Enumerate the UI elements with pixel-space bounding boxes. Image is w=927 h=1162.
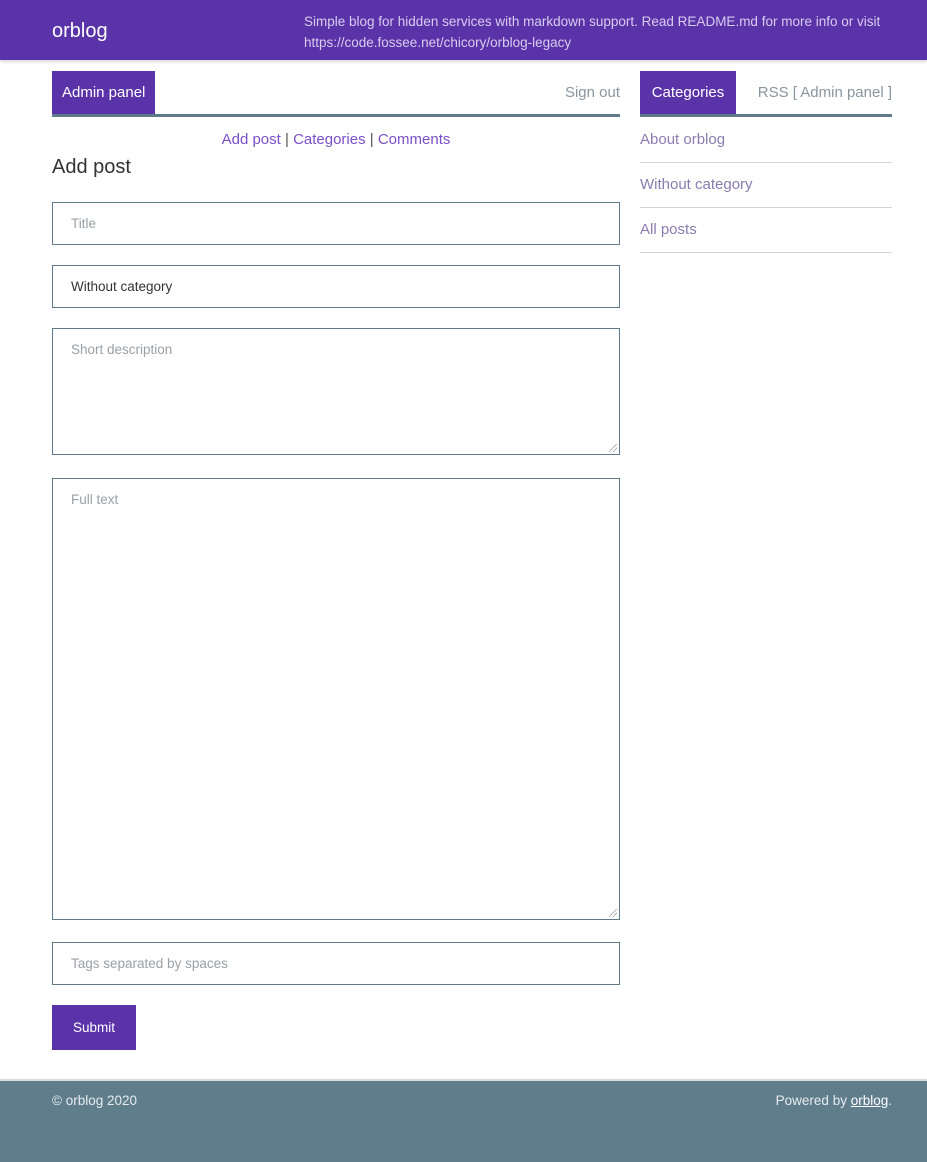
subnav-add-post-link[interactable]: Add post [221,131,281,148]
short-description-textarea[interactable] [52,328,620,455]
site-brand[interactable]: orblog [52,20,108,42]
footer-powered-by [776,1093,892,1108]
tags-placeholder: Tags separated by spaces [71,956,228,971]
category-select[interactable] [52,265,620,308]
site-tagline: Simple blog for hidden services with markdown support. Read README.md for more info or visit https://code.fossee.net/chicory/orblog-legacy [304,14,881,50]
admin-subnav [52,131,620,149]
subnav-separator: | [280,131,294,148]
powered-suffix: . [888,1093,892,1108]
powered-prefix: Powered by [775,1093,851,1108]
subnav-separator: | [365,131,378,148]
sidebar-tabbar [640,71,892,117]
subnav-categories-link[interactable]: Categories [293,131,366,148]
main-tabbar [52,71,620,117]
rss-admin-link[interactable]: RSS [ Admin panel ] [757,84,892,101]
sign-out-link[interactable]: Sign out [564,84,620,101]
short-description-placeholder: Short description [71,342,173,357]
footer-copyright: © orblog 2020 [52,1093,138,1108]
category-selected-value: Without category [71,279,173,294]
top-header [0,0,927,60]
title-input[interactable] [52,202,620,245]
page-footer [0,1079,927,1162]
title-placeholder: Title [71,216,97,231]
sidebar-item-all-posts[interactable]: All posts [640,208,892,253]
sidebar-item-without-category[interactable]: Without category [640,163,892,208]
tags-input[interactable] [52,942,620,985]
orblog-link[interactable]: orblog [850,1093,889,1108]
resize-handle-icon[interactable] [609,909,617,917]
resize-handle-icon[interactable] [609,444,617,452]
full-text-textarea[interactable] [52,478,620,920]
submit-button[interactable]: Submit [52,1005,136,1050]
page-title: Add post [52,156,131,178]
subnav-comments-link[interactable]: Comments [377,131,451,148]
full-text-placeholder: Full text [71,492,119,507]
tab-admin-panel[interactable]: Admin panel [52,71,155,114]
tab-categories[interactable]: Categories [640,71,736,114]
sidebar-item-about-orblog[interactable]: About orblog [640,118,892,163]
